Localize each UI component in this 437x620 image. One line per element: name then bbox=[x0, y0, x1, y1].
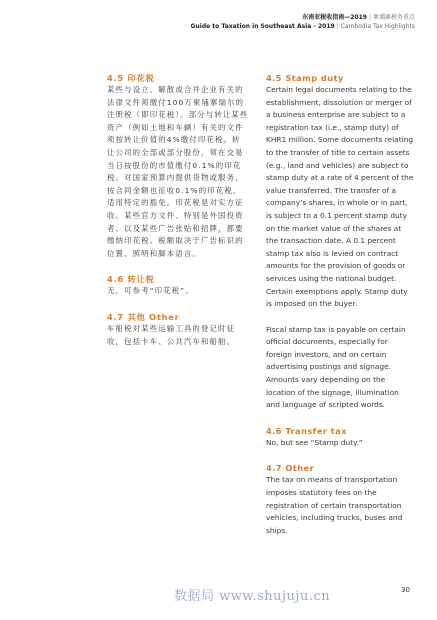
cn-section-4-6-paragraph: 无，可参考“印花税”。 bbox=[107, 286, 194, 296]
en-section-4-6-heading: 4.6 Transfer tax bbox=[266, 425, 348, 436]
en-section-4-7-paragraph: The tax on means of transportation imposes statutory fees on the registration of certain transportation vehicles, including trucks, buses and ships. bbox=[266, 475, 403, 535]
chinese-column bbox=[107, 72, 249, 348]
spacer bbox=[107, 260, 249, 273]
english-column bbox=[266, 72, 414, 537]
cn-section-4-6-heading: 4.6 转让税 bbox=[107, 274, 155, 285]
header-line-1 bbox=[191, 13, 415, 22]
en-section-4-5-heading: 4.5 Stamp duty bbox=[266, 73, 344, 83]
cn-section-4-7-paragraph: 车船税对某些运输工具的登记时征收，包括卡车、公共汽车和船舶。 bbox=[107, 323, 236, 346]
header-en-title: Guide to Taxation in Southeast Asia - 2019 bbox=[190, 23, 335, 30]
cn-section-4-5-paragraph-2: 适用特定的豁免。印花税是对实方征收。某些官方文件、特别是外国投资者、以及某些广告张贴和招牌，都要缴纳印花税。税额取决于广告标识的位置、照明和脚本语言。 bbox=[107, 198, 244, 258]
watermark: 数据局 www.shujuju.cn bbox=[174, 589, 331, 604]
spacer bbox=[107, 298, 249, 311]
cn-section-4-7-heading: 4.7 其他 Other bbox=[107, 311, 180, 322]
cn-section-4-5-heading: 4.5 印花税 bbox=[107, 73, 155, 83]
spacer bbox=[266, 311, 414, 324]
page-header bbox=[191, 13, 415, 31]
en-section-4-5-paragraph-2: Fiscal stamp tax is payable on certain official documents, especially for foreign investors, and on certain advertising postings and signage. Amounts vary depending on the location of the signage, illumination and language of scripted words. bbox=[266, 324, 406, 410]
en-section-4-6-paragraph: No, but see “Stamp duty.” bbox=[266, 437, 363, 447]
en-section-4-7-heading: 4.7 Other bbox=[266, 463, 315, 474]
header-cn-title: 东南亚税收指南—2019 bbox=[302, 14, 367, 21]
header-line-2 bbox=[191, 22, 415, 31]
page-number: 30 bbox=[401, 586, 410, 594]
header-en-subtitle: Cambodia Tax Highlights bbox=[340, 23, 415, 30]
spacer bbox=[266, 412, 414, 425]
header-separator: | bbox=[336, 23, 339, 30]
header-separator: | bbox=[368, 14, 371, 21]
en-section-4-5-paragraph-1: Certain legal documents relating to the establishment, dissolution or merger of a business enterprise are subject to a registration tax (i.e., stamp duty) of KHR1 million. Some documents relating to the transfer of title to certain assets (e.g., land and vehicles) are subject to stamp duty at a rate of 4 percent of the value transferred. The transfer of a company’s shares, in whole or in part, is subject to a 0.1 percent stamp duty on the market value of the shares at the transaction date. A 0.1 percent stamp tax also is levied on contract amounts for the provision of goods or services using the national budget. Certain exemptions apply. Stamp duty is imposed on the buyer. bbox=[266, 85, 414, 309]
spacer bbox=[266, 449, 414, 462]
cn-section-4-5-paragraph-1: 某些与设立、解散或合并企业有关的法律文件须缴付100万柬埔寨瑞尔的注册税（即印花税）。部分与转让某些资产（例如土地和车辆）有关的文件须按转让价值的4%缴付印花税。转让公司的全部或部分股份，须在交易当日按股份的市值缴付0.1%的印花税。对国家预算内提供货物或服务，按合同金额也征收0.1%的印花税。 bbox=[107, 85, 249, 195]
header-cn-subtitle: 柬埔寨税务重点 bbox=[372, 14, 415, 21]
